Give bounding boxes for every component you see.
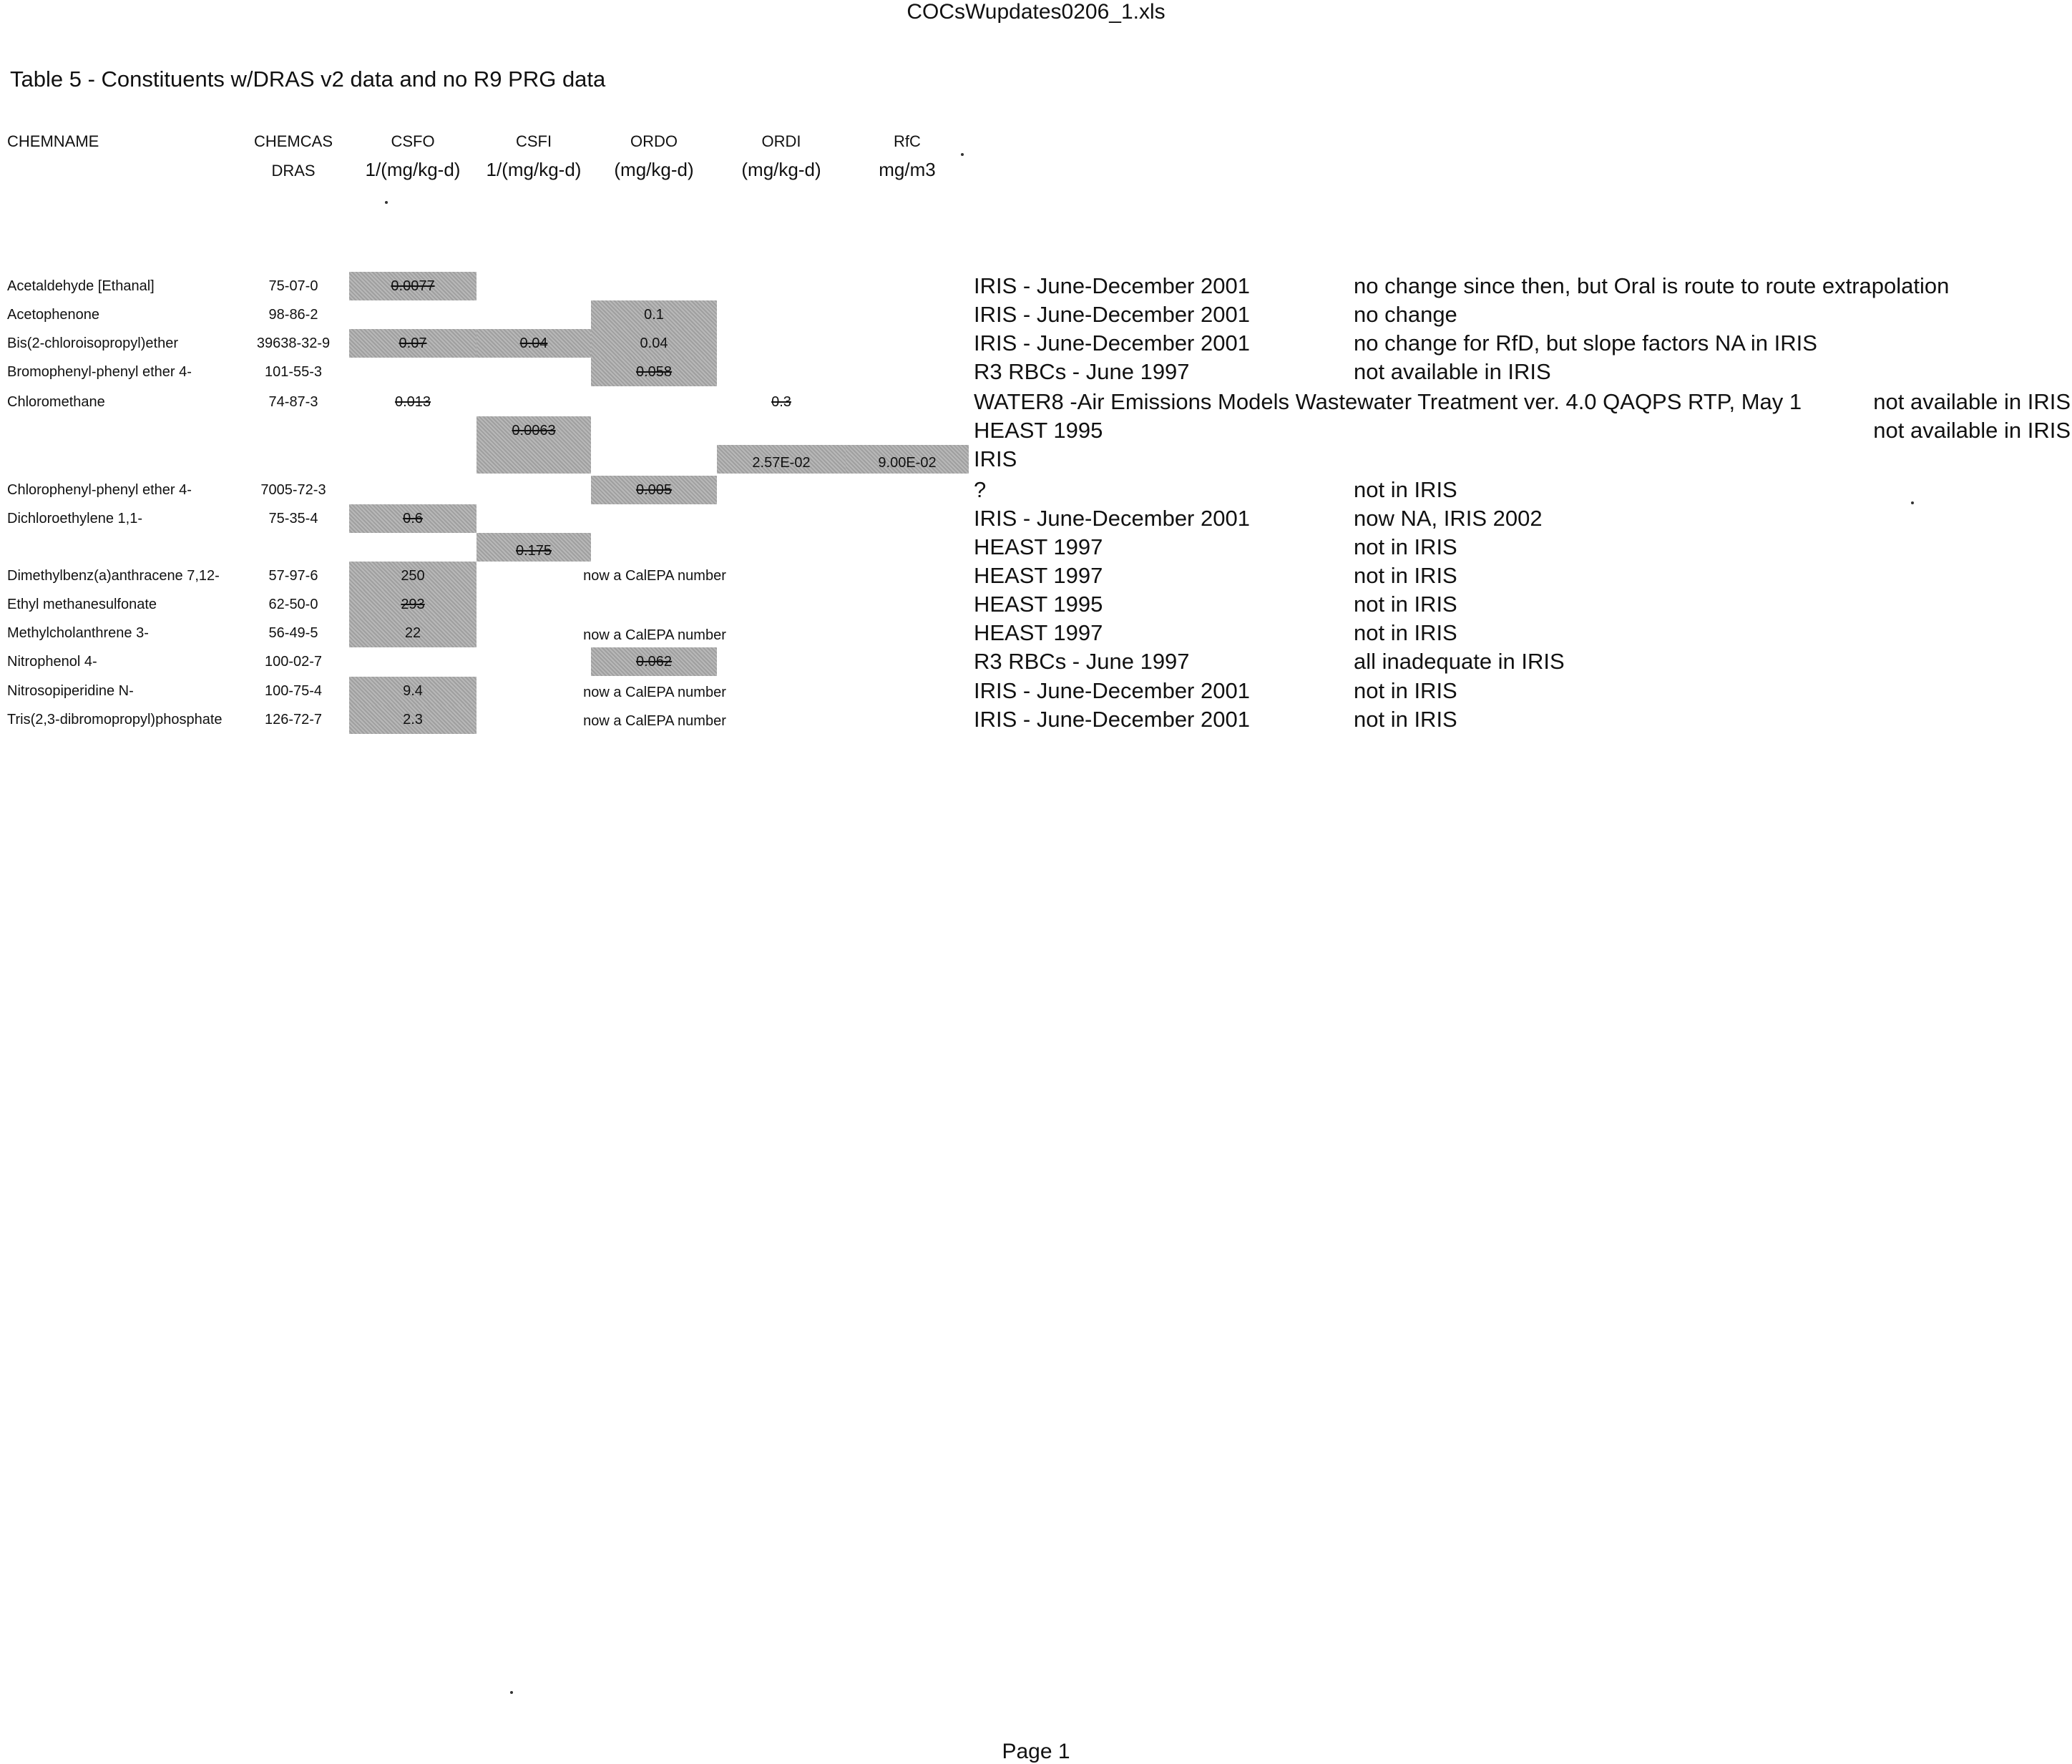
ordo-cell: 0.005: [591, 476, 717, 504]
header-rfc: RfC: [894, 132, 921, 150]
csfo-cell: 293: [349, 590, 477, 619]
chemname-cell: Methylcholanthrene 3-: [7, 625, 149, 641]
calepa-note: now a CalEPA number: [583, 713, 726, 729]
cas-cell: 56-49-5: [268, 625, 318, 641]
chemname-cell: Nitrosopiperidine N-: [7, 683, 134, 699]
csfo-cell: 2.3: [349, 705, 477, 734]
header-csfo: CSFO: [391, 132, 435, 150]
header-ordo-unit: (mg/kg-d): [614, 159, 694, 180]
cas-cell: 74-87-3: [268, 394, 318, 410]
source-cell: ?: [974, 477, 987, 502]
scan-speck: [385, 201, 388, 204]
ordo-cell: 0.062: [591, 647, 717, 676]
rfc-cell: 9.00E-02: [846, 445, 969, 474]
comment-cell: no change: [1354, 302, 1457, 327]
source-cell: IRIS - June-December 2001: [974, 330, 1250, 356]
source-cell: HEAST 1997: [974, 534, 1103, 559]
chemname-cell: Chloromethane: [7, 394, 105, 410]
csfo-cell: 0.013: [394, 394, 431, 410]
calepa-note: now a CalEPA number: [583, 685, 726, 700]
comment-cell: not in IRIS: [1354, 592, 1457, 617]
cas-cell: 57-97-6: [268, 568, 318, 584]
comment-cell: not in IRIS: [1354, 534, 1457, 559]
source-cell: IRIS: [974, 446, 1017, 471]
cas-cell: 126-72-7: [264, 712, 323, 727]
chemname-cell: Tris(2,3-dibromopropyl)phosphate: [7, 712, 223, 727]
source-cell: IRIS - June-December 2001: [974, 707, 1250, 732]
comment-cell: not available in IRIS: [1873, 389, 2071, 414]
header-rfc-unit: mg/m3: [879, 159, 936, 180]
comment-cell: not available in IRIS: [1873, 418, 2071, 443]
chemname-cell: Dichloroethylene 1,1-: [7, 511, 142, 526]
comment-cell: all inadequate in IRIS: [1354, 649, 1565, 674]
csfi-cell: 0.04: [477, 329, 591, 358]
header-ordo: ORDO: [630, 132, 678, 150]
scan-speck: [510, 1691, 513, 1694]
source-cell: HEAST 1995: [974, 418, 1103, 443]
comment-cell: not available in IRIS: [1354, 359, 1551, 384]
source-cell: R3 RBCs - June 1997: [974, 649, 1190, 674]
scan-speck: [1911, 501, 1914, 504]
ordo-cell: 0.1: [591, 300, 717, 329]
comment-cell: not in IRIS: [1354, 620, 1457, 645]
csfo-cell: 22: [349, 619, 477, 647]
source-cell: IRIS - June-December 2001: [974, 678, 1250, 703]
comment-cell: not in IRIS: [1354, 678, 1457, 703]
file-title: COCsWupdates0206_1.xls: [906, 0, 1166, 24]
header-ordi-unit: (mg/kg-d): [741, 159, 821, 180]
cas-cell: 75-35-4: [268, 511, 318, 526]
source-cell: IRIS - June-December 2001: [974, 302, 1250, 327]
ordo-cell: 0.058: [591, 358, 717, 386]
chemname-cell: Dimethylbenz(a)anthracene 7,12-: [7, 568, 220, 584]
header-ordi: ORDI: [761, 132, 801, 150]
csfo-cell: 0.0077: [349, 272, 477, 300]
header-chemcas: CHEMCAS: [253, 132, 333, 150]
scan-speck: [961, 153, 964, 156]
header-csfo-unit: 1/(mg/kg-d): [365, 159, 461, 180]
chemname-cell: Ethyl methanesulfonate: [7, 597, 157, 612]
header-chemcas-sub: DRAS: [271, 162, 316, 180]
csfo-cell: 9.4: [349, 677, 477, 705]
cas-cell: 101-55-3: [264, 364, 323, 380]
chemname-cell: Nitrophenol 4-: [7, 654, 97, 670]
cas-cell: 39638-32-9: [256, 335, 331, 351]
csfi-cell: 0.0063: [477, 416, 591, 474]
comment-cell: not in IRIS: [1354, 563, 1457, 588]
csfo-cell: 0.6: [349, 504, 477, 533]
source-cell: WATER8 -Air Emissions Models Wastewater Treatment ver. 4.0 QAQPS RTP, May 1: [974, 389, 1802, 414]
calepa-note: now a CalEPA number: [583, 627, 726, 643]
chemname-cell: Chlorophenyl-phenyl ether 4-: [7, 482, 192, 498]
cas-cell: 75-07-0: [268, 278, 318, 294]
source-cell: R3 RBCs - June 1997: [974, 359, 1190, 384]
csfi-cell: 0.175: [477, 533, 591, 562]
chemname-cell: Bromophenyl-phenyl ether 4-: [7, 364, 192, 380]
header-chemname: CHEMNAME: [7, 132, 99, 150]
ordi-cell: 2.57E-02: [717, 445, 846, 474]
table-title: Table 5 - Constituents w/DRAS v2 data and no R9 PRG data: [10, 67, 606, 92]
comment-cell: no change since then, but Oral is route to route extrapolation: [1354, 273, 1950, 298]
cas-cell: 100-02-7: [264, 654, 323, 670]
csfo-cell: 0.07: [349, 329, 477, 358]
csfo-cell: 250: [349, 562, 477, 590]
comment-cell: not in IRIS: [1354, 707, 1457, 732]
ordo-cell: 0.04: [591, 329, 717, 358]
source-cell: IRIS - June-December 2001: [974, 273, 1250, 298]
comment-cell: no change for RfD, but slope factors NA in IRIS: [1354, 330, 1817, 356]
cas-cell: 98-86-2: [268, 307, 318, 323]
chemname-cell: Bis(2-chloroisopropyl)ether: [7, 335, 178, 351]
source-cell: HEAST 1995: [974, 592, 1103, 617]
header-csfi: CSFI: [515, 132, 552, 150]
chemname-cell: Acetaldehyde [Ethanal]: [7, 278, 155, 294]
header-csfi-unit: 1/(mg/kg-d): [486, 159, 582, 180]
cas-cell: 100-75-4: [264, 683, 323, 699]
comment-cell: now NA, IRIS 2002: [1354, 506, 1543, 531]
calepa-note: now a CalEPA number: [583, 568, 726, 584]
chemname-cell: Acetophenone: [7, 307, 100, 323]
source-cell: HEAST 1997: [974, 563, 1103, 588]
page-number: Page 1: [1002, 1740, 1070, 1763]
source-cell: HEAST 1997: [974, 620, 1103, 645]
source-cell: IRIS - June-December 2001: [974, 506, 1250, 531]
cas-cell: 62-50-0: [268, 597, 318, 612]
cas-cell: 7005-72-3: [260, 482, 326, 498]
comment-cell: not in IRIS: [1354, 477, 1457, 502]
ordi-cell: 0.3: [771, 394, 791, 410]
